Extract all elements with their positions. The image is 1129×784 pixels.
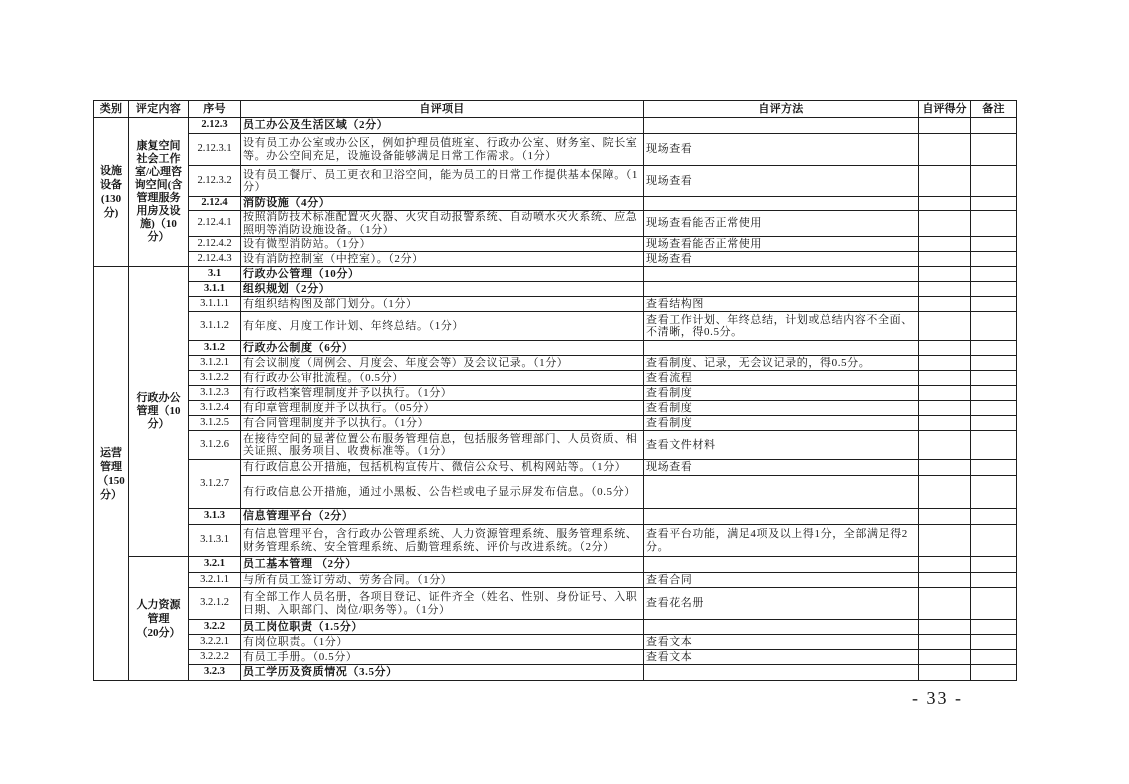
row-number: 3.1.2.6: [189, 431, 240, 459]
row-number: 2.12.4: [189, 197, 240, 210]
row-method: 查看文本: [644, 635, 918, 649]
row-item: 有印章管理制度并予以执行。（05分）: [241, 401, 643, 415]
row-method: [644, 665, 918, 680]
row-remark: [971, 267, 1016, 281]
row-remark: [971, 620, 1016, 634]
row-method: [644, 118, 918, 133]
row-item: 员工基本管理 （2分）: [241, 557, 643, 572]
row-number: 3.2.3: [189, 665, 240, 680]
row-remark: [971, 401, 1016, 415]
row-item: 消防设施（4分）: [241, 197, 643, 210]
header-item: 自评项目: [241, 101, 643, 117]
row-item: 设有员工办公室或办公区，例如护理员值班室、行政办公室、财务室、院长室等。办公空间充足，设施设备能够满足日常工作需求。（1分）: [241, 134, 643, 165]
row-number: 3.1.2.4: [189, 401, 240, 415]
row-remark: [971, 650, 1016, 664]
row-remark: [971, 297, 1016, 311]
category-cell: [94, 118, 128, 266]
row-score: [919, 356, 970, 370]
row-score: [919, 665, 970, 680]
row-score: [919, 460, 970, 475]
row-score: [919, 297, 970, 311]
row-score: [919, 416, 970, 430]
row-method: [644, 557, 918, 572]
content-line: 人力资源: [136, 598, 181, 611]
row-number: 2.12.3: [189, 118, 240, 133]
row-number: 2.12.4.1: [189, 211, 240, 236]
row-score: [919, 211, 970, 236]
row-remark: [971, 557, 1016, 572]
category-line: (130: [100, 193, 122, 205]
category-line: 设施: [100, 165, 122, 177]
row-number: 3.1.1.2: [189, 312, 240, 340]
row-score: [919, 635, 970, 649]
row-score: [919, 401, 970, 415]
row-method: 现场查看能否正常使用: [644, 237, 918, 251]
row-item: 行政办公管理（10分）: [241, 267, 643, 281]
row-number: 3.2.1.1: [189, 573, 240, 587]
row-number: 3.1.1: [189, 282, 240, 296]
category-line: 管理: [100, 460, 122, 473]
content-line: 询空间(含: [134, 179, 183, 191]
row-number: 2.12.4.2: [189, 237, 240, 251]
row-score: [919, 509, 970, 524]
row-remark: [971, 197, 1016, 210]
content-line: 室/心理咨: [134, 166, 183, 178]
content-line: 管理: [147, 612, 170, 625]
row-remark: [971, 525, 1016, 556]
row-score: [919, 620, 970, 634]
row-number: 3.1: [189, 267, 240, 281]
row-item: 有年度、月度工作计划、年终总结。（1分）: [241, 312, 643, 340]
row-score: [919, 166, 970, 196]
row-method: 查看流程: [644, 371, 918, 385]
row-remark: [971, 509, 1016, 524]
row-remark: [971, 386, 1016, 400]
row-number: 3.1.3.1: [189, 525, 240, 556]
row-item: 设有消防控制室（中控室）。（2分）: [241, 252, 643, 266]
row-number: 3.2.2: [189, 620, 240, 634]
content-line: 管理服务: [136, 192, 181, 204]
row-item: 设有员工餐厅、员工更衣和卫浴空间，能为员工的日常工作提供基本保障。（1分）: [241, 166, 643, 196]
row-item: 有员工手册。（0.5分）: [241, 650, 643, 664]
row-number: 3.1.2.7: [189, 460, 240, 508]
row-method: 查看制度: [644, 386, 918, 400]
row-number: 3.1.2.3: [189, 386, 240, 400]
row-remark: [971, 356, 1016, 370]
row-method: 现场查看: [644, 134, 918, 165]
row-item: 员工办公及生活区域（2分）: [241, 118, 643, 133]
row-method: [644, 509, 918, 524]
row-remark: [971, 635, 1016, 649]
row-number: 3.2.1.2: [189, 588, 240, 619]
row-remark: [971, 416, 1016, 430]
row-score: [919, 134, 970, 165]
row-score: [919, 267, 970, 281]
content-cell: [129, 267, 188, 556]
category-line: 分）: [100, 488, 122, 501]
row-score: [919, 386, 970, 400]
row-score: [919, 252, 970, 266]
row-method: 现场查看能否正常使用: [644, 211, 918, 236]
row-item: 有合同管理制度并予以执行。（1分）: [241, 416, 643, 430]
row-method: 现场查看: [644, 252, 918, 266]
content-cell: [129, 557, 188, 680]
row-number: 3.1.1.1: [189, 297, 240, 311]
row-score: [919, 476, 970, 508]
row-item: 设有微型消防站。（1分）: [241, 237, 643, 251]
category-line: 设备: [100, 179, 122, 191]
content-line: 社会工作: [136, 153, 181, 165]
row-score: [919, 282, 970, 296]
row-item: 在接待空间的显著位置公布服务管理信息，包括服务管理部门、人员资质、相关证照、服务项目、收费标准等。（1分）: [241, 431, 643, 459]
row-remark: [971, 341, 1016, 355]
row-score: [919, 371, 970, 385]
row-item: 员工岗位职责（1.5分）: [241, 620, 643, 634]
row-method: 查看花名册: [644, 588, 918, 619]
row-item: 与所有员工签订劳动、劳务合同。（1分）: [241, 573, 643, 587]
row-item: 有行政信息公开措施，包括机构宣传片、微信公众号、机构网站等。（1分）: [241, 460, 643, 475]
content-line: 用房及设: [136, 205, 181, 217]
row-method: [644, 282, 918, 296]
row-method: 查看制度: [644, 416, 918, 430]
page-number: - 33 -: [912, 688, 963, 708]
row-item: 有行政办公审批流程。（0.5分）: [241, 371, 643, 385]
row-score: [919, 573, 970, 587]
row-number: 2.12.4.3: [189, 252, 240, 266]
category-line: 分): [103, 207, 119, 219]
row-remark: [971, 118, 1016, 133]
row-item: 有信息管理平台，含行政办公管理系统、人力资源管理系统、服务管理系统、财务管理系统、安全管理系统、后勤管理系统、评价与改进系统。（2分）: [241, 525, 643, 556]
row-remark: [971, 573, 1016, 587]
row-item: 有会议制度（周例会、月度会、年度会等）及会议记录。（1分）: [241, 356, 643, 370]
row-item: 组织规划（2分）: [241, 282, 643, 296]
content-line: 分）: [147, 418, 170, 430]
row-item: 有行政信息公开措施，通过小黑板、公告栏或电子显示屏发布信息。（0.5分）: [241, 476, 643, 508]
row-item: 行政办公制度（6分）: [241, 341, 643, 355]
content-line: 康复空间: [136, 140, 181, 152]
row-remark: [971, 371, 1016, 385]
content-cell: [129, 118, 188, 266]
row-score: [919, 557, 970, 572]
header-content: 评定内容: [129, 101, 188, 117]
row-method: 现场查看: [644, 460, 918, 475]
content-line: （20分）: [136, 626, 181, 639]
header-number: 序号: [189, 101, 240, 117]
row-method: 查看平台功能，满足4项及以上得1分，全部满足得2分。: [644, 525, 918, 556]
row-remark: [971, 476, 1016, 508]
row-method: [644, 267, 918, 281]
row-score: [919, 525, 970, 556]
row-remark: [971, 588, 1016, 619]
row-item: 有行政档案管理制度并予以执行。（1分）: [241, 386, 643, 400]
row-score: [919, 197, 970, 210]
header-method: 自评方法: [644, 101, 918, 117]
row-method: 查看文本: [644, 650, 918, 664]
category-cell: [94, 267, 128, 680]
row-score: [919, 588, 970, 619]
row-number: 3.1.2.5: [189, 416, 240, 430]
row-method: [644, 341, 918, 355]
evaluation-table: [93, 100, 1017, 681]
row-method: 查看文件材料: [644, 431, 918, 459]
row-item: 员工学历及资质情况（3.5分）: [241, 665, 643, 680]
row-number: 2.12.3.2: [189, 166, 240, 196]
row-number: 3.2.2.2: [189, 650, 240, 664]
row-number: 3.2.1: [189, 557, 240, 572]
row-remark: [971, 312, 1016, 340]
row-item: 有组织结构图及部门划分。（1分）: [241, 297, 643, 311]
row-method: [644, 476, 918, 508]
row-method: 查看制度、记录，无会议记录的，得0.5分。: [644, 356, 918, 370]
row-score: [919, 118, 970, 133]
row-remark: [971, 211, 1016, 236]
row-item: 有全部工作人员名册，各项目登记、证件齐全（姓名、性别、身份证号、入职日期、入职部门、岗位/职务等）。（1分）: [241, 588, 643, 619]
row-number: 3.1.3: [189, 509, 240, 524]
category-line: 运营: [100, 446, 122, 459]
row-method: 查看工作计划、年终总结，计划或总结内容不全面、不清晰，得0.5分。: [644, 312, 918, 340]
row-remark: [971, 237, 1016, 251]
row-score: [919, 431, 970, 459]
content-line: 管理（10: [136, 405, 181, 417]
row-number: 3.2.2.1: [189, 635, 240, 649]
header-category: 类别: [94, 101, 128, 117]
row-remark: [971, 166, 1016, 196]
content-line: 施)（10: [140, 218, 177, 230]
row-remark: [971, 134, 1016, 165]
header-score: 自评得分: [919, 101, 970, 117]
header-remark: 备注: [971, 101, 1016, 117]
row-number: 2.12.3.1: [189, 134, 240, 165]
row-method: [644, 197, 918, 210]
row-method: 查看制度: [644, 401, 918, 415]
row-score: [919, 341, 970, 355]
row-item: 信息管理平台（2分）: [241, 509, 643, 524]
row-score: [919, 237, 970, 251]
row-number: 3.1.2.2: [189, 371, 240, 385]
category-line: （150: [97, 474, 125, 487]
row-method: 现场查看: [644, 166, 918, 196]
row-score: [919, 312, 970, 340]
row-item: 按照消防技术标准配置灭火器、火灾自动报警系统、自动喷水灭火系统、应急照明等消防设施设备。（1分）: [241, 211, 643, 236]
row-remark: [971, 252, 1016, 266]
row-remark: [971, 282, 1016, 296]
row-number: 3.1.2.1: [189, 356, 240, 370]
row-remark: [971, 431, 1016, 459]
row-number: 3.1.2: [189, 341, 240, 355]
row-score: [919, 650, 970, 664]
content-line: 分）: [147, 231, 170, 243]
row-item: 有岗位职责。（1分）: [241, 635, 643, 649]
row-remark: [971, 460, 1016, 475]
row-method: [644, 620, 918, 634]
row-method: 查看合同: [644, 573, 918, 587]
content-line: 行政办公: [136, 392, 181, 404]
row-method: 查看结构图: [644, 297, 918, 311]
row-remark: [971, 665, 1016, 680]
